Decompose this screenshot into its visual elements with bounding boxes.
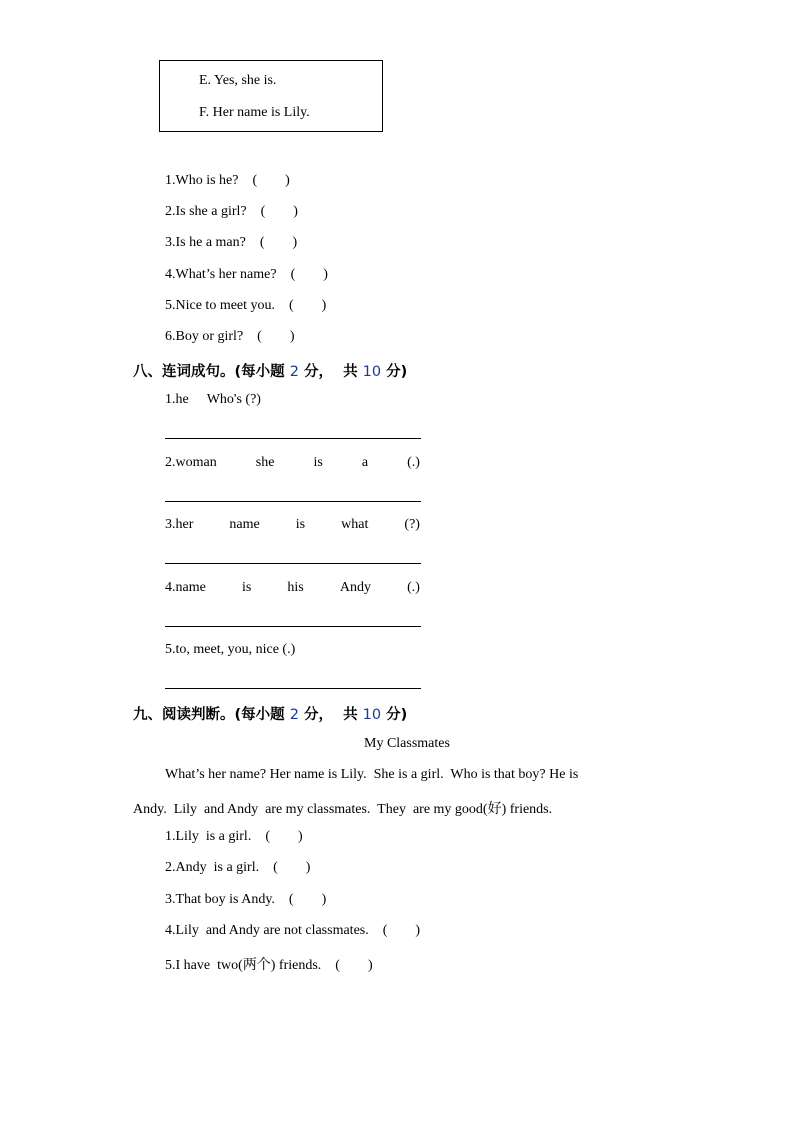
section-8-suffix: 分): [381, 364, 408, 380]
section-9-total: 10: [362, 707, 382, 723]
word: 2.woman: [165, 455, 217, 470]
judgement-question-2: 2.Andy is a girl. ( ): [165, 860, 311, 875]
section-8-heading: [133, 360, 407, 381]
word: she: [255, 455, 275, 470]
sentence-1-words: [165, 392, 261, 408]
word: Who's (?): [206, 392, 261, 407]
section-8-total: 10: [362, 364, 382, 380]
word: is: [241, 580, 252, 595]
judgement-question-3: 3.That boy is Andy. ( ): [165, 892, 327, 907]
options-box: [159, 60, 383, 132]
word: (.): [407, 455, 420, 470]
match-question-4: 4.What’s her name? ( ): [165, 267, 328, 282]
section-9-points: 2: [289, 707, 299, 723]
section-8-prefix: 八、连词成句。(每小题: [133, 364, 290, 380]
word: 4.name: [165, 580, 206, 595]
answer-line-3[interactable]: [165, 563, 421, 564]
answer-line-4[interactable]: [165, 626, 421, 627]
judgement-question-1: 1.Lily is a girl. ( ): [165, 829, 303, 844]
sentence-5-words: 5.to, meet, you, nice (.): [165, 642, 296, 657]
match-question-3: 3.Is he a man? ( ): [165, 235, 298, 250]
word: 3.her: [165, 517, 194, 532]
word: is: [295, 517, 306, 532]
word: his: [287, 580, 304, 595]
section-9-heading: [133, 703, 407, 724]
word: name: [229, 517, 260, 532]
answer-line-1[interactable]: [165, 438, 421, 439]
section-9-suffix: 分): [381, 707, 408, 723]
judgement-question-5: 5.I have two(两个) friends. ( ): [165, 958, 373, 973]
passage-title: My Classmates: [364, 736, 450, 751]
section-9-mid: 分， 共: [298, 707, 363, 723]
word: Andy: [339, 580, 372, 595]
word: what: [341, 517, 369, 532]
sentence-3-words: [165, 517, 420, 533]
match-question-6: 6.Boy or girl? ( ): [165, 329, 295, 344]
word: a: [361, 455, 369, 470]
word: is: [313, 455, 323, 470]
match-question-1: 1.Who is he? ( ): [165, 173, 290, 188]
sentence-4-words: [165, 580, 420, 596]
option-e: E. Yes, she is.: [199, 73, 277, 88]
word: (?): [404, 517, 420, 532]
answer-line-2[interactable]: [165, 501, 421, 502]
option-f: F. Her name is Lily.: [199, 105, 310, 120]
sentence-2-words: [165, 455, 420, 471]
word: (.): [407, 580, 420, 595]
word: 1.he: [165, 392, 189, 407]
section-9-prefix: 九、阅读判断。(每小题: [133, 707, 290, 723]
section-8-points: 2: [289, 364, 299, 380]
match-question-2: 2.Is she a girl? ( ): [165, 204, 298, 219]
passage-line-1: What’s her name? Her name is Lily. She is a girl. Who is that boy? He is: [165, 767, 579, 782]
answer-line-5[interactable]: [165, 688, 421, 689]
match-question-5: 5.Nice to meet you. ( ): [165, 298, 327, 313]
section-8-mid: 分， 共: [298, 364, 363, 380]
judgement-question-4: 4.Lily and Andy are not classmates. ( ): [165, 923, 421, 938]
passage-line-2: Andy. Lily and Andy are my classmates. They are my good(好) friends.: [133, 802, 553, 817]
